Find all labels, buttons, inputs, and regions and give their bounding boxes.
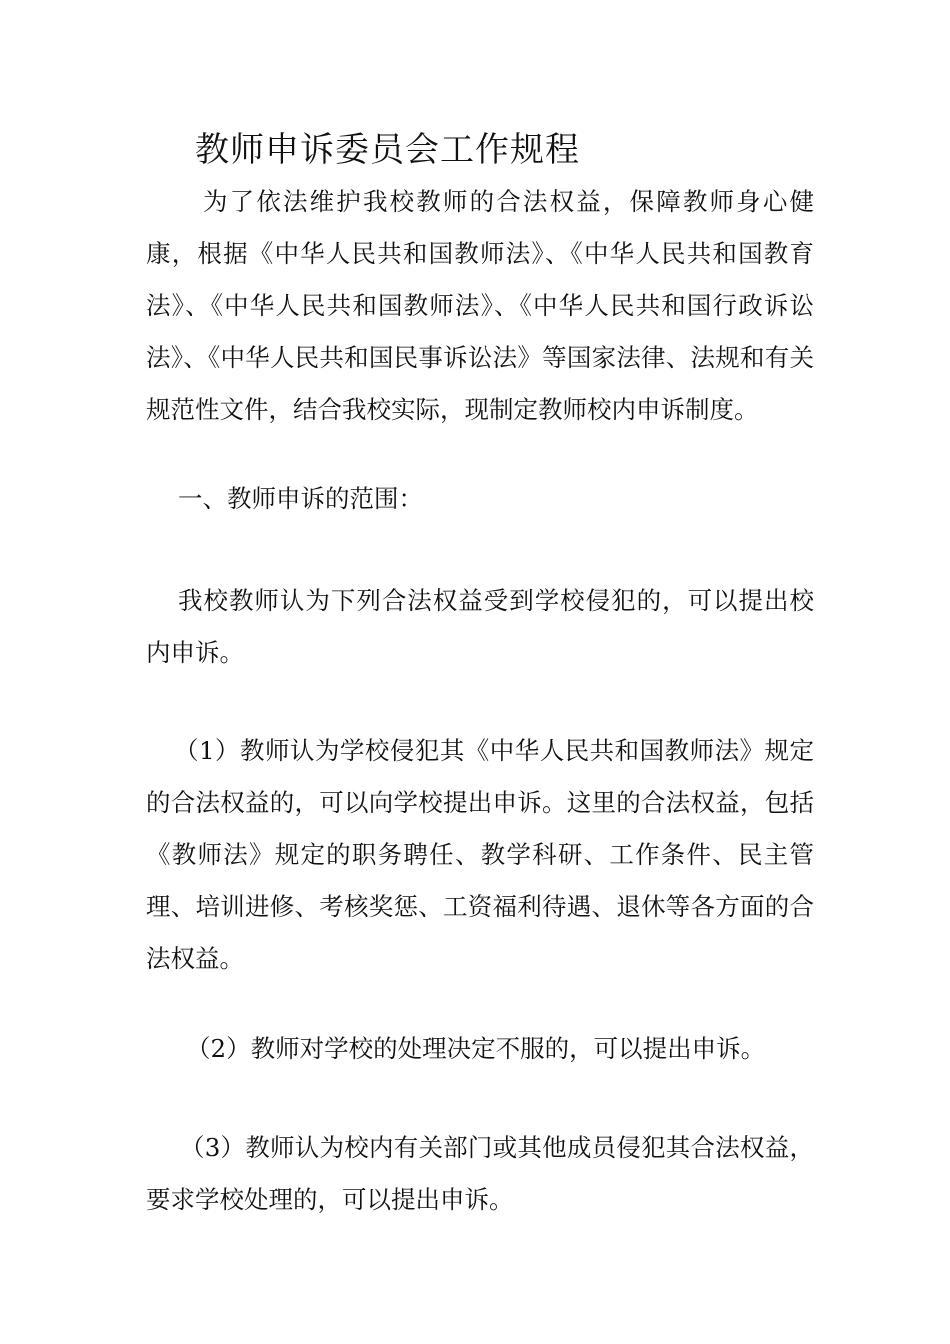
scope-paragraph: 我校教师认为下列合法权益受到学校侵犯的，可以提出校内申诉。 (146, 586, 814, 667)
document-title: 教师申诉委员会工作规程 (195, 130, 580, 170)
intro-paragraph: 为了依法维护我校教师的合法权益，保障教师身心健康，根据《中华人民共和国教师法》、《中华人民共和国教育法》、《中华人民共和国教师法》、《中华人民共和国行政诉讼法》、《中华人民共和国民事诉讼法》等国家法律、法规和有关规范性文件，结合我校实际，现制定教师校内申诉制度。 (146, 187, 814, 424)
section-heading-scope: 一、教师申诉的范围： (178, 484, 423, 513)
scope-item-3: （3）教师认为校内有关部门或其他成员侵犯其合法权益，要求学校处理的，可以提出申诉。 (146, 1133, 814, 1214)
scope-item-1: （1）教师认为学校侵犯其《中华人民共和国教师法》规定的合法权益的，可以向学校提出申诉。这里的合法权益，包括《教师法》规定的职务聘任、教学科研、工作条件、民主管理、培训进修、考核奖惩、工资福利待遇、退休等各方面的合法权益。 (146, 736, 814, 973)
scope-item-2: （2）教师对学校的处理决定不服的，可以提出申诉。 (186, 1034, 766, 1063)
